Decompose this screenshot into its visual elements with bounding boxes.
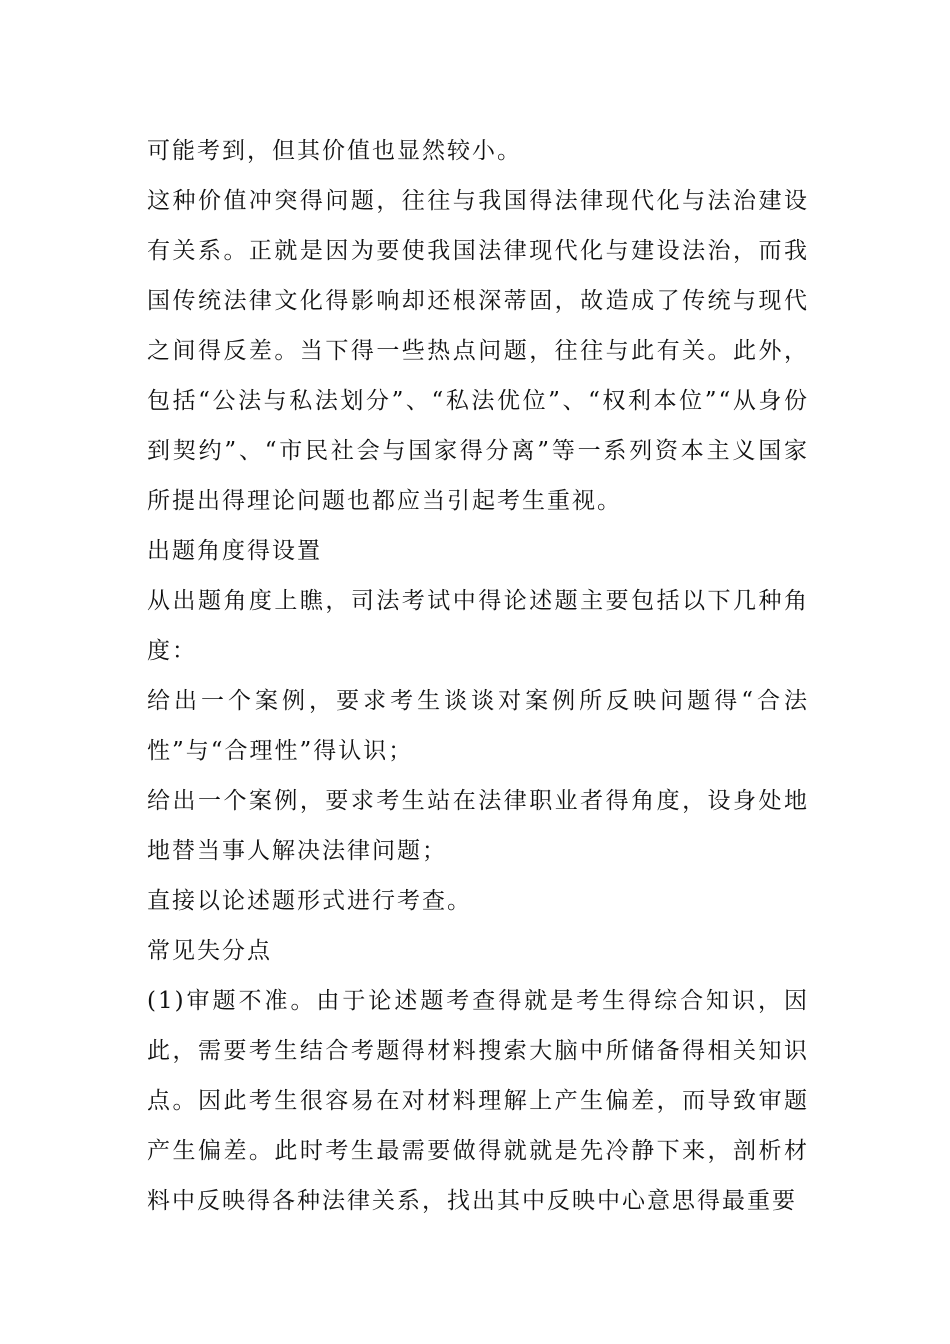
paragraph-value-conflict: 这种价值冲突得问题，往往与我国得法律现代化与法治建设有关系。正就是因为要使我国法律现代化与建设法治，而我国传统法律文化得影响却还根深蒂固，故造成了传统与现代之间得反差。当下得一些热点问题，往往与此有关。此外，包括“公法与私法划分”、“私法优位”、“权利本位”“从身份到契约”、“市民社会与国家得分离”等一系列资本主义国家所提出得理论问题也都应当引起考生重视。: [147, 188, 809, 514]
list-item-angle-legality: 给出一个案例，要求考生谈谈对案例所反映问题得“合法性”与“合理性”得认识；: [147, 688, 809, 764]
list-item-angle-direct: 直接以论述题形式进行考查。: [147, 888, 472, 914]
heading-question-angles: 出题角度得设置: [147, 538, 322, 564]
document-body: [147, 126, 809, 1226]
paragraph-value-conflict-intro: 可能考到，但其价值也显然较小。: [147, 138, 522, 164]
paragraph-angles-overview: 从出题角度上瞧，司法考试中得论述题主要包括以下几种角度：: [147, 588, 809, 664]
list-item-angle-practitioner: 给出一个案例，要求考生站在法律职业者得角度，设身处地地替当事人解决法律问题；: [147, 788, 809, 864]
heading-common-mistakes: 常见失分点: [147, 938, 272, 964]
paragraph-mistake-reading: (1)审题不准。由于论述题考查得就是考生得综合知识，因此，需要考生结合考题得材料搜索大脑中所储备得相关知识点。因此考生很容易在对材料理解上产生偏差，而导致审题产生偏差。此时考生最需要做得就就是先冷静下来，剖析材料中反映得各种法律关系，找出其中反映中心意思得最重要: [147, 988, 809, 1214]
